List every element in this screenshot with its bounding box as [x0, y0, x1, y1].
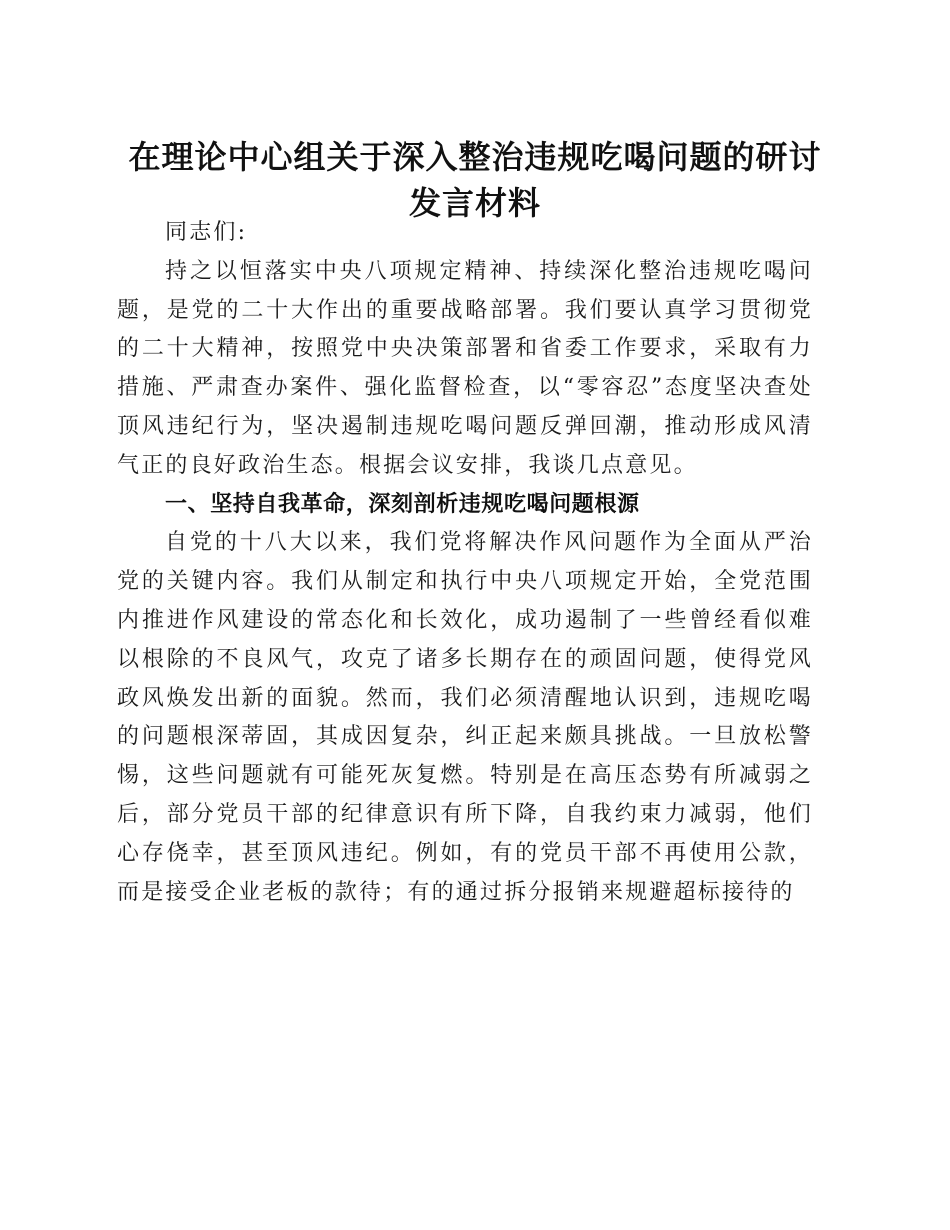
document-title: 在理论中心组关于深入整治违规吃喝问题的研讨发言材料 [128, 138, 822, 222]
body-paragraph: 自党的十八大以来，我们党将解决作风问题作为全面从严治党的关键内容。我们从制定和执行中央八项规定开始，全党范围内推进作风建设的常态化和长效化，成功遏制了一些曾经看似难以根除的不良风气，攻克了诸多长期存在的顽固问题，使得党风政风焕发出新的面貌。然而，我们必须清醒地认识到，违规吃喝的问题根深蒂固，其成因复杂，纠正起来颇具挑战。一旦放松警惕，这些问题就有可能死灰复燃。特别是在高压态势有所减弱之后，部分党员干部的纪律意识有所下降，自我约束力减弱，他们心存侥幸，甚至顶风违纪。例如，有的党员干部不再使用公款，而是接受企业老板的款待；有的通过拆分报销来规避超标接待的 [117, 530, 813, 905]
document-body [117, 214, 813, 912]
intro-paragraph: 持之以恒落实中央八项规定精神、持续深化整治违规吃喝问题，是党的二十大作出的重要战略部署。我们要认真学习贯彻党的二十大精神，按照党中央决策部署和省委工作要求，采取有力措施、严肃查办案件、强化监督检查，以“零容忍”态度坚决查处顶风违纪行为，坚决遏制违规吃喝问题反弹回潮，推动形成风清气正的良好政治生态。根据会议安排，我谈几点意见。 [117, 258, 813, 478]
salutation: 同志们: [165, 220, 248, 245]
section-heading-1: 一、坚持自我革命，深刻剖析违规吃喝问题根源 [165, 491, 640, 517]
